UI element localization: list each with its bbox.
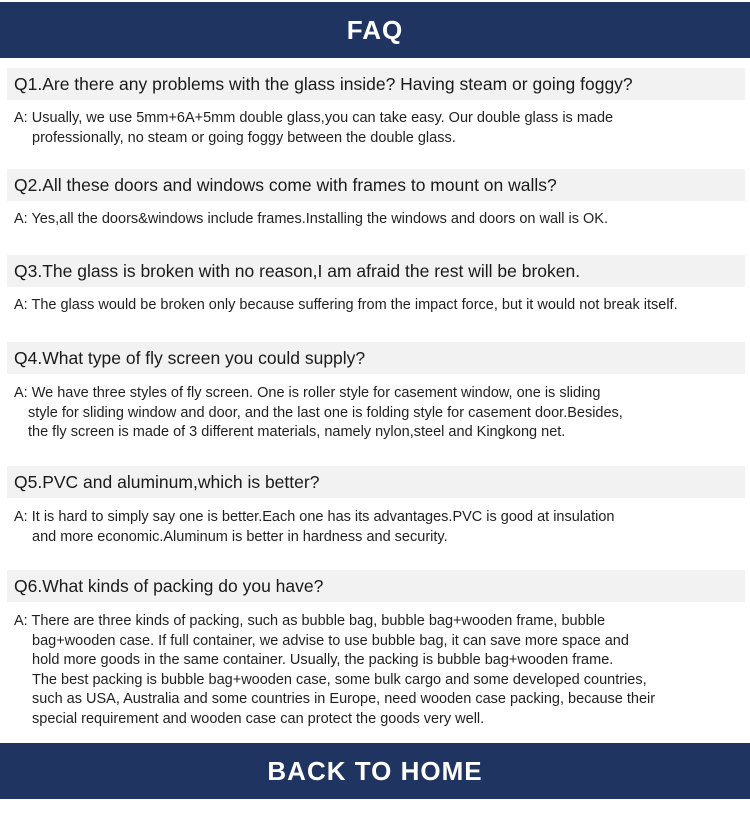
faq-question-2 (7, 169, 745, 201)
back-to-home-button[interactable] (0, 743, 750, 799)
answer-line: style for sliding window and door, and the last one is folding style for casement door.Besides, (28, 404, 623, 421)
faq-question-5 (7, 466, 745, 498)
answer-line: bag+wooden case. If full container, we advise to use bubble bag, it can save more space and (32, 632, 629, 649)
answer-line: A: Usually, we use 5mm+6A+5mm double glass,you can take easy. Our double glass is made (14, 110, 614, 126)
faq-header (0, 2, 750, 58)
faq-question-4 (7, 342, 745, 374)
answer-line: The best packing is bubble bag+wooden case, some bulk cargo and some developed countries, (32, 671, 647, 688)
page-title: FAQ (346, 14, 404, 45)
answer-line: A: There are three kinds of packing, such as bubble bag, bubble bag+wooden frame, bubble (14, 613, 606, 629)
question-text: Q4.What type of fly screen you could supply? (14, 347, 366, 368)
faq-answer-2 (14, 210, 740, 230)
faq-answer-6 (14, 612, 740, 729)
answer-line: the fly screen is made of 3 different materials, namely nylon,steel and Kingkong net. (28, 424, 566, 440)
answer-line: A: The glass would be broken only because suffering from the impact force, but it would not break itself. (14, 297, 678, 313)
back-to-home-label: BACK TO HOME (267, 755, 483, 786)
question-text: Q5.PVC and aluminum,which is better? (14, 471, 320, 492)
faq-answer-4 (14, 384, 740, 443)
answer-line: A: Yes,all the doors&windows include frames.Installing the windows and doors on wall is OK. (14, 211, 609, 227)
faq-answer-1 (14, 109, 740, 148)
question-text: Q6.What kinds of packing do you have? (14, 575, 324, 596)
faq-question-6 (7, 570, 745, 602)
question-text: Q2.All these doors and windows come with frames to mount on walls? (14, 174, 557, 195)
answer-line: and more economic.Aluminum is better in hardness and security. (32, 528, 448, 545)
answer-line: hold more goods in the same container. Usually, the packing is bubble bag+wooden frame. (32, 652, 614, 668)
answer-line: such as USA, Australia and some countries in Europe, need wooden case packing, because their (32, 691, 656, 707)
faq-answer-3 (14, 296, 740, 316)
answer-line: A: We have three styles of fly screen. One is roller style for casement window, one is sliding (14, 385, 601, 401)
answer-line: special requirement and wooden case can protect the goods very well. (32, 710, 485, 727)
faq-question-3 (7, 255, 745, 287)
answer-line: professionally, no steam or going foggy between the double glass. (32, 129, 456, 146)
question-text: Q3.The glass is broken with no reason,I am afraid the rest will be broken. (14, 260, 581, 281)
answer-line: A: It is hard to simply say one is better.Each one has its advantages.PVC is good at insulation (14, 509, 615, 525)
faq-answer-5 (14, 508, 740, 547)
question-text: Q1.Are there any problems with the glass inside? Having steam or going foggy? (14, 73, 633, 94)
faq-question-1 (7, 68, 745, 100)
